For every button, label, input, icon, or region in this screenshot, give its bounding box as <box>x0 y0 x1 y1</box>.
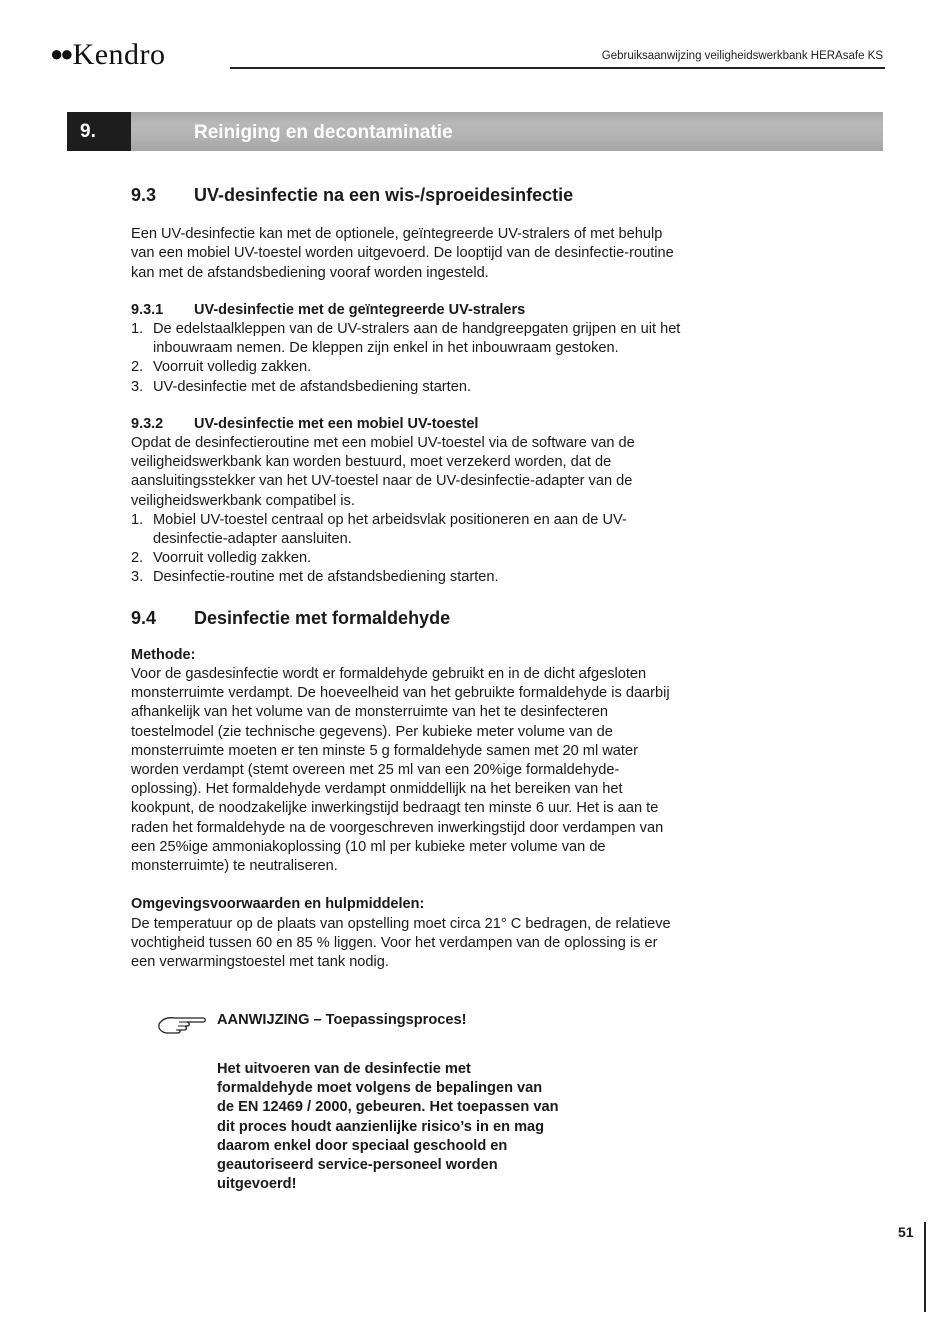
section-9-3-1-steps <box>131 320 683 397</box>
section-9-4-heading <box>131 609 683 628</box>
section-9-3-1-heading <box>131 301 683 320</box>
kendro-logo <box>50 38 166 72</box>
document-title: Gebruiksaanwijzing veiligheidswerkbank HERAsafe KS <box>601 50 883 62</box>
note-body: Het uitvoeren van de desinfectie met formaldehyde moet volgens de bepalingen van de EN 12469 / 2000, gebeuren. Het toepassen van dit proces houdt aanzienlijke risico’s in en mag daarom enkel door speciaal geschoold en geautoriseerd service-personeel worden uitgevoerd! <box>217 1061 559 1193</box>
section-title: UV-desinfectie na een wis-/sproeidesinfectie <box>194 185 574 205</box>
environment-paragraph: De temperatuur op de plaats van opstelling moet circa 21° C bedragen, de relatieve vochtigheid tussen 60 en 85 % liggen. Voor het verdampen van de oplossing is er een verwarmingstoestel met tank nodig. <box>131 915 671 970</box>
note-heading: AANWIJZING – Toepassingsproces! <box>217 1012 467 1028</box>
section-title: UV-desinfectie met een mobiel UV-toestel <box>194 415 479 432</box>
section-number: 9.3.2 <box>131 415 164 432</box>
method-paragraph: Voor de gasdesinfectie wordt er formaldehyde gebruikt en in de dicht afgesloten monsterruimte verdampt. De hoeveelheid van het gebruikte formaldehyde is daarbij afhankelijk van het volume van de monsterruimte van het te desinfecteren toestelmodel (zie technische gegevens). Per kubieke meter volume van de monsterruimte moeten er ten minste 5 g formaldehyde samen met 20 ml water worden verdampt (stemt overeen met 25 ml van een 20%ige formaldehyde-oplossing). Het formaldehyde verdampt onmiddellijk na het bereiken van het kookpunt, de noodzakelijke inwerkingstijd bedraagt ten minste 6 uur. Het is aan te raden het formaldehyde na de voorgeschreven inwerkingstijd door verdampen van een 25%ige ammoniakoplossing (10 ml per kubieke meter volume van de monsterruimte) te neutraliseren. <box>131 666 670 875</box>
section-number: 9.3.1 <box>131 301 164 318</box>
logo-text: Kendro <box>72 38 166 71</box>
list-item: 1. Mobiel UV-toestel centraal op het arbeidsvlak positioneren en aan de UV-desinfectie-adapter aansluiten. <box>131 511 627 548</box>
page-number-rule <box>924 1222 926 1312</box>
section-number: 9.3 <box>131 185 157 205</box>
logo-dots-icon: ●● <box>50 41 71 66</box>
method-heading: Methode: <box>131 646 196 663</box>
section-9-3-2-heading <box>131 415 683 434</box>
list-item: 2. Voorruit volledig zakken. <box>131 359 312 376</box>
section-title: Desinfectie met formaldehyde <box>194 607 451 628</box>
list-item: 1. De edelstaalkleppen van de UV-stralers aan de handgreepgaten grijpen en uit het inbouwraam nemen. De kleppen zijn enkel in het inbouwraam gestoken. <box>131 321 681 357</box>
section-9-3-2-paragraph: Opdat de desinfectieroutine met een mobiel UV-toestel via de software van de veiligheidswerkbank kan worden bestuurd, moet verzekerd worden, dat de aansluitingsstekker van het UV-toestel naar de UV-desinfectie-adapter van de veiligheidswerkbank compatibel is. <box>131 435 635 509</box>
pointing-hand-icon <box>157 1010 207 1034</box>
chapter-title: Reiniging en decontaminatie <box>194 122 453 143</box>
page-number: 51 <box>898 1224 914 1240</box>
list-item: 3. UV-desinfectie met de afstandsbediening starten. <box>131 378 472 395</box>
header-rule <box>230 67 885 69</box>
list-item: 3. Desinfectie-routine met de afstandsbediening starten. <box>131 569 499 586</box>
section-9-3-paragraph: Een UV-desinfectie kan met de optionele, geïntegreerde UV-stralers of met behulp van een mobiel UV-toestel worden uitgevoerd. De looptijd van de desinfectie-routine kan met de afstandsbediening vooraf worden ingesteld. <box>131 226 674 281</box>
list-item: 2. Voorruit volledig zakken. <box>131 550 312 567</box>
section-title: UV-desinfectie met de geïntegreerde UV-stralers <box>194 301 526 318</box>
main-content <box>131 186 683 972</box>
environment-heading: Omgevingsvoorwaarden en hulpmiddelen: <box>131 896 425 913</box>
chapter-number: 9. <box>67 112 131 151</box>
section-9-3-2-steps <box>131 511 683 588</box>
section-9-3-heading <box>131 186 683 205</box>
section-number: 9.4 <box>131 607 157 628</box>
